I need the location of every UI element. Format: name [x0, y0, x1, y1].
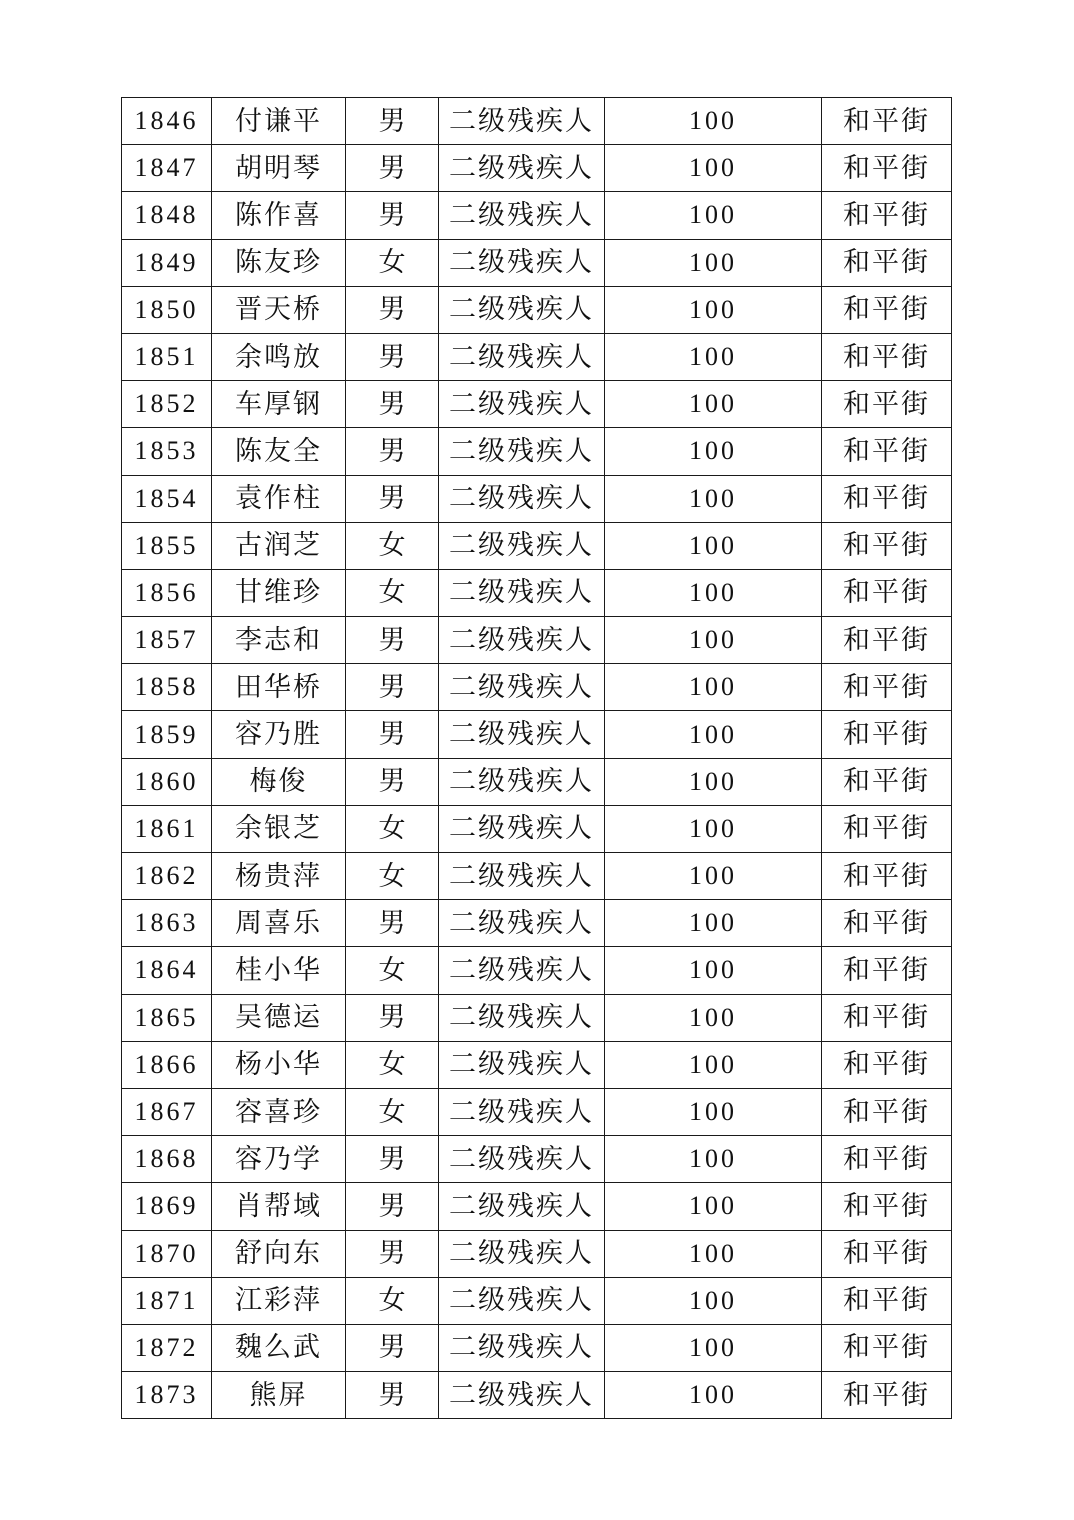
table-row — [122, 1324, 952, 1371]
cell-street: 和平街 — [822, 192, 952, 239]
cell-street: 和平街 — [822, 1088, 952, 1135]
cell-name: 肖帮域 — [212, 1183, 346, 1230]
cell-street: 和平街 — [822, 1041, 952, 1088]
cell-serial-number: 1863 — [122, 900, 212, 947]
cell-gender: 女 — [346, 1088, 439, 1135]
cell-street: 和平街 — [822, 475, 952, 522]
cell-serial-number: 1857 — [122, 617, 212, 664]
cell-street: 和平街 — [822, 239, 952, 286]
cell-amount: 100 — [605, 98, 822, 145]
cell-name: 袁作柱 — [212, 475, 346, 522]
cell-name: 舒向东 — [212, 1230, 346, 1277]
cell-gender: 男 — [346, 664, 439, 711]
cell-disability-level: 二级残疾人 — [439, 1324, 605, 1371]
cell-street: 和平街 — [822, 758, 952, 805]
cell-amount: 100 — [605, 192, 822, 239]
cell-gender: 女 — [346, 805, 439, 852]
cell-name: 甘维珍 — [212, 569, 346, 616]
table-row — [122, 475, 952, 522]
cell-amount: 100 — [605, 1088, 822, 1135]
cell-street: 和平街 — [822, 333, 952, 380]
cell-amount: 100 — [605, 758, 822, 805]
cell-street: 和平街 — [822, 1183, 952, 1230]
cell-gender: 男 — [346, 381, 439, 428]
cell-disability-level: 二级残疾人 — [439, 569, 605, 616]
cell-disability-level: 二级残疾人 — [439, 758, 605, 805]
recipient-table — [121, 97, 952, 1419]
cell-name: 杨贵萍 — [212, 853, 346, 900]
cell-serial-number: 1862 — [122, 853, 212, 900]
cell-serial-number: 1860 — [122, 758, 212, 805]
cell-gender: 男 — [346, 617, 439, 664]
cell-amount: 100 — [605, 1183, 822, 1230]
cell-serial-number: 1866 — [122, 1041, 212, 1088]
cell-street: 和平街 — [822, 947, 952, 994]
cell-gender: 男 — [346, 98, 439, 145]
cell-amount: 100 — [605, 569, 822, 616]
cell-name: 田华桥 — [212, 664, 346, 711]
cell-gender: 女 — [346, 1041, 439, 1088]
table-row — [122, 617, 952, 664]
cell-name: 魏么武 — [212, 1324, 346, 1371]
cell-street: 和平街 — [822, 1372, 952, 1419]
table-row — [122, 98, 952, 145]
table-row — [122, 947, 952, 994]
cell-name: 吴德运 — [212, 994, 346, 1041]
cell-name: 李志和 — [212, 617, 346, 664]
table-row — [122, 711, 952, 758]
cell-name: 古润芝 — [212, 522, 346, 569]
cell-gender: 女 — [346, 1277, 439, 1324]
cell-amount: 100 — [605, 1136, 822, 1183]
cell-serial-number: 1853 — [122, 428, 212, 475]
cell-gender: 男 — [346, 428, 439, 475]
table-row — [122, 664, 952, 711]
table-row — [122, 1041, 952, 1088]
cell-street: 和平街 — [822, 569, 952, 616]
cell-gender: 男 — [346, 758, 439, 805]
cell-serial-number: 1861 — [122, 805, 212, 852]
cell-amount: 100 — [605, 1324, 822, 1371]
table-row — [122, 1372, 952, 1419]
cell-amount: 100 — [605, 853, 822, 900]
cell-name: 江彩萍 — [212, 1277, 346, 1324]
table-row — [122, 192, 952, 239]
cell-street: 和平街 — [822, 617, 952, 664]
cell-disability-level: 二级残疾人 — [439, 1183, 605, 1230]
cell-amount: 100 — [605, 428, 822, 475]
cell-disability-level: 二级残疾人 — [439, 994, 605, 1041]
cell-disability-level: 二级残疾人 — [439, 98, 605, 145]
cell-name: 容乃胜 — [212, 711, 346, 758]
cell-gender: 女 — [346, 239, 439, 286]
cell-disability-level: 二级残疾人 — [439, 145, 605, 192]
cell-amount: 100 — [605, 711, 822, 758]
table-row — [122, 1183, 952, 1230]
cell-amount: 100 — [605, 475, 822, 522]
cell-gender: 男 — [346, 1136, 439, 1183]
table-row — [122, 853, 952, 900]
cell-serial-number: 1867 — [122, 1088, 212, 1135]
cell-amount: 100 — [605, 994, 822, 1041]
cell-serial-number: 1870 — [122, 1230, 212, 1277]
cell-serial-number: 1859 — [122, 711, 212, 758]
cell-street: 和平街 — [822, 1277, 952, 1324]
cell-disability-level: 二级残疾人 — [439, 333, 605, 380]
cell-serial-number: 1869 — [122, 1183, 212, 1230]
cell-name: 付谦平 — [212, 98, 346, 145]
cell-amount: 100 — [605, 1041, 822, 1088]
cell-name: 陈友珍 — [212, 239, 346, 286]
cell-gender: 男 — [346, 1324, 439, 1371]
table-row — [122, 333, 952, 380]
cell-name: 梅俊 — [212, 758, 346, 805]
table-body — [122, 98, 952, 1419]
table-row — [122, 569, 952, 616]
cell-disability-level: 二级残疾人 — [439, 239, 605, 286]
cell-gender: 男 — [346, 1230, 439, 1277]
cell-street: 和平街 — [822, 1324, 952, 1371]
table-row — [122, 1088, 952, 1135]
cell-gender: 男 — [346, 711, 439, 758]
cell-gender: 女 — [346, 853, 439, 900]
cell-name: 余鸣放 — [212, 333, 346, 380]
table-row — [122, 758, 952, 805]
cell-name: 杨小华 — [212, 1041, 346, 1088]
cell-name: 周喜乐 — [212, 900, 346, 947]
cell-amount: 100 — [605, 1230, 822, 1277]
cell-amount: 100 — [605, 617, 822, 664]
cell-name: 容乃学 — [212, 1136, 346, 1183]
cell-street: 和平街 — [822, 145, 952, 192]
table-row — [122, 900, 952, 947]
table-row — [122, 428, 952, 475]
cell-gender: 男 — [346, 994, 439, 1041]
cell-street: 和平街 — [822, 664, 952, 711]
cell-street: 和平街 — [822, 853, 952, 900]
table-row — [122, 381, 952, 428]
cell-gender: 男 — [346, 900, 439, 947]
table-row — [122, 805, 952, 852]
table-row — [122, 1277, 952, 1324]
cell-amount: 100 — [605, 1277, 822, 1324]
cell-name: 桂小华 — [212, 947, 346, 994]
cell-gender: 男 — [346, 145, 439, 192]
cell-name: 陈作喜 — [212, 192, 346, 239]
cell-name: 车厚钢 — [212, 381, 346, 428]
cell-serial-number: 1871 — [122, 1277, 212, 1324]
cell-disability-level: 二级残疾人 — [439, 711, 605, 758]
cell-street: 和平街 — [822, 98, 952, 145]
cell-gender: 女 — [346, 522, 439, 569]
cell-serial-number: 1849 — [122, 239, 212, 286]
cell-amount: 100 — [605, 900, 822, 947]
cell-name: 余银芝 — [212, 805, 346, 852]
cell-serial-number: 1850 — [122, 286, 212, 333]
cell-street: 和平街 — [822, 381, 952, 428]
cell-amount: 100 — [605, 333, 822, 380]
cell-disability-level: 二级残疾人 — [439, 522, 605, 569]
cell-disability-level: 二级残疾人 — [439, 947, 605, 994]
cell-disability-level: 二级残疾人 — [439, 1136, 605, 1183]
cell-serial-number: 1847 — [122, 145, 212, 192]
table-row — [122, 522, 952, 569]
cell-gender: 男 — [346, 192, 439, 239]
cell-serial-number: 1872 — [122, 1324, 212, 1371]
cell-disability-level: 二级残疾人 — [439, 1088, 605, 1135]
cell-disability-level: 二级残疾人 — [439, 1372, 605, 1419]
cell-serial-number: 1852 — [122, 381, 212, 428]
cell-serial-number: 1868 — [122, 1136, 212, 1183]
cell-serial-number: 1858 — [122, 664, 212, 711]
cell-street: 和平街 — [822, 1136, 952, 1183]
cell-disability-level: 二级残疾人 — [439, 475, 605, 522]
cell-serial-number: 1856 — [122, 569, 212, 616]
cell-disability-level: 二级残疾人 — [439, 805, 605, 852]
table-row — [122, 1230, 952, 1277]
cell-serial-number: 1851 — [122, 333, 212, 380]
cell-name: 熊屏 — [212, 1372, 346, 1419]
cell-disability-level: 二级残疾人 — [439, 192, 605, 239]
cell-gender: 男 — [346, 475, 439, 522]
cell-amount: 100 — [605, 381, 822, 428]
cell-disability-level: 二级残疾人 — [439, 381, 605, 428]
cell-amount: 100 — [605, 805, 822, 852]
cell-serial-number: 1855 — [122, 522, 212, 569]
cell-name: 容喜珍 — [212, 1088, 346, 1135]
document-page — [121, 97, 952, 1419]
cell-amount: 100 — [605, 947, 822, 994]
cell-disability-level: 二级残疾人 — [439, 1230, 605, 1277]
cell-gender: 男 — [346, 333, 439, 380]
cell-street: 和平街 — [822, 1230, 952, 1277]
cell-street: 和平街 — [822, 994, 952, 1041]
cell-amount: 100 — [605, 664, 822, 711]
cell-serial-number: 1848 — [122, 192, 212, 239]
cell-street: 和平街 — [822, 428, 952, 475]
cell-name: 胡明琴 — [212, 145, 346, 192]
cell-serial-number: 1864 — [122, 947, 212, 994]
cell-street: 和平街 — [822, 805, 952, 852]
cell-serial-number: 1854 — [122, 475, 212, 522]
cell-amount: 100 — [605, 239, 822, 286]
cell-disability-level: 二级残疾人 — [439, 853, 605, 900]
cell-street: 和平街 — [822, 900, 952, 947]
table-row — [122, 1136, 952, 1183]
cell-amount: 100 — [605, 1372, 822, 1419]
cell-amount: 100 — [605, 522, 822, 569]
cell-gender: 男 — [346, 1183, 439, 1230]
cell-disability-level: 二级残疾人 — [439, 664, 605, 711]
cell-disability-level: 二级残疾人 — [439, 428, 605, 475]
cell-street: 和平街 — [822, 286, 952, 333]
cell-amount: 100 — [605, 286, 822, 333]
cell-disability-level: 二级残疾人 — [439, 1041, 605, 1088]
cell-disability-level: 二级残疾人 — [439, 617, 605, 664]
cell-gender: 女 — [346, 947, 439, 994]
cell-serial-number: 1846 — [122, 98, 212, 145]
cell-disability-level: 二级残疾人 — [439, 1277, 605, 1324]
cell-gender: 男 — [346, 286, 439, 333]
cell-serial-number: 1873 — [122, 1372, 212, 1419]
table-row — [122, 994, 952, 1041]
cell-disability-level: 二级残疾人 — [439, 900, 605, 947]
cell-gender: 女 — [346, 569, 439, 616]
cell-name: 晋天桥 — [212, 286, 346, 333]
cell-street: 和平街 — [822, 711, 952, 758]
cell-disability-level: 二级残疾人 — [439, 286, 605, 333]
table-row — [122, 145, 952, 192]
cell-serial-number: 1865 — [122, 994, 212, 1041]
cell-name: 陈友全 — [212, 428, 346, 475]
table-row — [122, 239, 952, 286]
table-row — [122, 286, 952, 333]
cell-gender: 男 — [346, 1372, 439, 1419]
cell-street: 和平街 — [822, 522, 952, 569]
cell-amount: 100 — [605, 145, 822, 192]
